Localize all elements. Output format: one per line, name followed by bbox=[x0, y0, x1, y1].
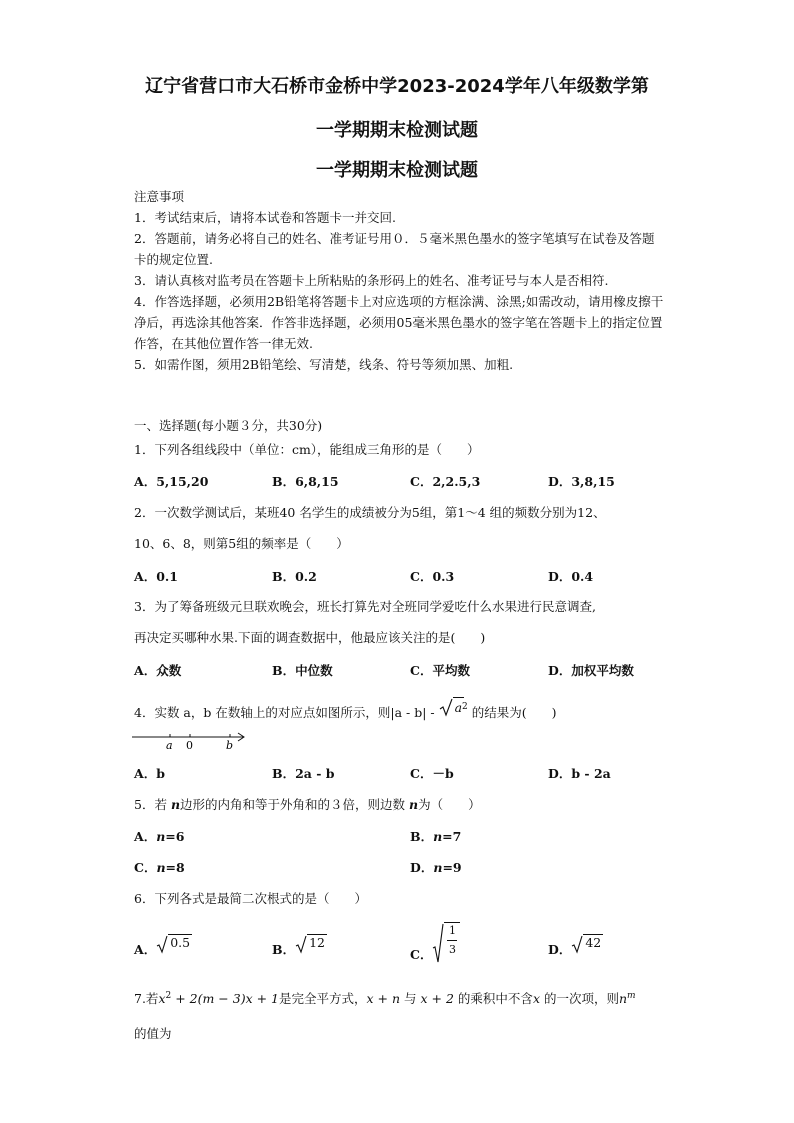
notes-item-4: 4．作答选择题，必须用2B铅笔将答题卡上对应选项的方框涂满、涂黑;如需改动，请用橡皮擦干净后，再选涂其他答案．作答非选择题，必须用05毫米黑色墨水的签字笔在答题卡上的指定位置作答，在其他位置作答一律无效. bbox=[134, 294, 664, 351]
q5-option-b-label: B． bbox=[410, 829, 434, 844]
radical-sign-icon bbox=[295, 934, 307, 954]
q6-option-c-numerator: 1 bbox=[448, 924, 456, 937]
number-line-label-a: a bbox=[166, 739, 173, 752]
q5-option-d bbox=[410, 858, 462, 876]
notes-item-3: 3．请认真核对监考员在答题卡上所粘贴的条形码上的姓名、准考证号与本人是否相符. bbox=[134, 273, 609, 288]
sqrt-42 bbox=[571, 934, 603, 954]
q1-option-b: B．6,8,15 bbox=[272, 474, 339, 489]
q5-var-n-2: n bbox=[409, 797, 419, 812]
q5-option-d-var: n bbox=[433, 860, 443, 875]
q7-x-plus-n: x + n bbox=[366, 991, 401, 1007]
q5-option-d-value: =9 bbox=[442, 860, 462, 875]
fraction-bar bbox=[447, 940, 457, 941]
q5-option-b-var: n bbox=[433, 829, 443, 844]
radical-sign-icon bbox=[439, 697, 453, 717]
radical-sign-icon bbox=[432, 922, 444, 964]
q7-x-plus-2: x + 2 bbox=[420, 991, 454, 1007]
exam-notes bbox=[134, 186, 664, 375]
q4-option-c: C．－b bbox=[410, 766, 454, 781]
number-line-diagram bbox=[130, 728, 250, 752]
page-title-line2: 一学期期末检测试题 bbox=[316, 120, 478, 141]
radical-sign-icon bbox=[571, 934, 583, 954]
section-heading: 一、选择题(每小题３分，共30分) bbox=[134, 418, 323, 433]
page-title-line1: 辽宁省营口市大石桥市金桥中学2023-2024学年八年级数学第 bbox=[145, 76, 649, 97]
notes-item-5: 5．如需作图，须用2B铅笔绘、写清楚，线条、符号等须加黑、加粗. bbox=[134, 357, 514, 372]
q5-option-b bbox=[410, 827, 461, 845]
question-1-stem: 1．下列各组线段中（单位：cm），能组成三角形的是（ ） bbox=[134, 442, 480, 457]
q6-option-a bbox=[134, 934, 192, 958]
q4-option-d: D．b - 2a bbox=[548, 766, 611, 781]
question-3-stem-line1: 3．为了筹备班级元旦联欢晚会，班长打算先对全班同学爱吃什么水果进行民意调查, bbox=[134, 599, 596, 614]
q3-option-d: D．加权平均数 bbox=[548, 663, 634, 678]
question-2-stem-line1: 2．一次数学测试后，某班40 名学生的成绩被分为5组，第1～4 组的频数分别为12、 bbox=[134, 505, 606, 520]
number-line-label-b: b bbox=[226, 739, 234, 752]
sqrt-0.5 bbox=[156, 934, 192, 954]
radical-sign-icon bbox=[156, 934, 168, 954]
notes-heading: 注意事项 bbox=[134, 189, 185, 204]
q5-option-c-var: n bbox=[156, 860, 166, 875]
q4-option-b: B．2a - b bbox=[272, 766, 335, 781]
q5-option-c-label: C． bbox=[134, 860, 157, 875]
q1-option-d: D．3,8,15 bbox=[548, 474, 615, 489]
q5-stem-post: 为（ ） bbox=[418, 797, 481, 812]
q6-option-b-label: B． bbox=[272, 942, 296, 957]
q7-part-5: 是完全平方式， bbox=[279, 991, 367, 1007]
q6-option-d bbox=[548, 934, 603, 958]
q5-option-b-value: =7 bbox=[442, 829, 462, 844]
q6-option-d-radicand: 42 bbox=[585, 935, 602, 950]
q4-option-a: A．b bbox=[134, 766, 165, 781]
q5-option-c bbox=[134, 858, 185, 876]
q5-option-c-value: =8 bbox=[165, 860, 185, 875]
q7-var-x: x bbox=[158, 991, 166, 1007]
sqrt-one-third bbox=[432, 922, 460, 964]
q7-exp-m: m bbox=[627, 991, 636, 1001]
q1-option-c: C．2,2.5,3 bbox=[410, 474, 481, 489]
sqrt-a-squared bbox=[439, 697, 468, 718]
q6-option-d-label: D． bbox=[548, 942, 572, 957]
q5-var-n: n bbox=[170, 797, 181, 812]
q2-option-b: B．0.2 bbox=[272, 569, 317, 584]
q2-option-c: C．0.3 bbox=[410, 569, 455, 584]
q7-var-x-2: x bbox=[532, 991, 540, 1007]
q6-option-c-label: C． bbox=[410, 946, 433, 962]
page-title-line3: 一学期期末检测试题 bbox=[316, 160, 478, 181]
q6-option-a-label: A． bbox=[134, 942, 157, 957]
q2-option-a: A．0.1 bbox=[134, 569, 178, 584]
q4-stem-pre: 4．实数 a，b 在数轴上的对应点如图所示，则|a - b| - bbox=[134, 705, 439, 720]
q2-option-d: D．0.4 bbox=[548, 569, 594, 584]
q3-option-c: C．平均数 bbox=[410, 663, 470, 678]
q5-stem-pre: 5．若 bbox=[134, 797, 171, 812]
question-6-stem: 6．下列各式是最简二次根式的是（ ） bbox=[134, 891, 367, 906]
q6-option-b-radicand: 12 bbox=[309, 935, 325, 950]
q5-option-a-value: =6 bbox=[165, 829, 185, 844]
q6-option-c bbox=[410, 922, 460, 964]
q5-option-a-label: A． bbox=[134, 829, 157, 844]
q4-stem-post: 的结果为( ) bbox=[467, 705, 557, 720]
q5-option-a bbox=[134, 827, 184, 845]
q4-radicand: a bbox=[453, 697, 464, 718]
q7-part-11: 的一次项，则 bbox=[540, 991, 619, 1007]
q7-exp-2: 2 bbox=[165, 991, 172, 1001]
question-7-stem-line2: 的值为 bbox=[134, 1026, 172, 1041]
number-line-label-0: 0 bbox=[186, 739, 193, 752]
q7-part-7: 与 bbox=[400, 991, 421, 1007]
q6-option-b bbox=[272, 934, 327, 958]
question-5-stem bbox=[134, 795, 664, 815]
question-7-stem-line1 bbox=[134, 986, 694, 1009]
notes-item-1: 1．考试结束后，请将本试卷和答题卡一并交回. bbox=[134, 210, 396, 225]
q6-option-a-radicand: 0.5 bbox=[170, 935, 191, 950]
q5-option-a-var: n bbox=[156, 829, 166, 844]
question-2-stem-line2: 10、6、8，则第5组的频率是（ ） bbox=[134, 536, 349, 551]
notes-item-2: 2．答题前，请务必将自己的姓名、准考证号用０．５毫米黑色墨水的签字笔填写在试卷及答题卡的规定位置. bbox=[134, 231, 655, 267]
question-3-stem-line2: 再决定买哪种水果.下面的调查数据中，他最应该关注的是( ) bbox=[134, 630, 486, 645]
q6-option-c-denominator: 3 bbox=[448, 943, 456, 956]
q3-option-a: A．众数 bbox=[134, 663, 182, 678]
question-4-stem bbox=[134, 697, 664, 723]
q1-option-a: A．5,15,20 bbox=[134, 474, 209, 489]
q5-option-d-label: D． bbox=[410, 860, 434, 875]
q6-option-c-fraction bbox=[444, 922, 460, 957]
q3-option-b: B．中位数 bbox=[272, 663, 333, 678]
q4-exponent: 2 bbox=[462, 702, 468, 712]
q7-var-n: n bbox=[618, 991, 628, 1007]
q7-part-9: 的乘积中不含 bbox=[453, 991, 533, 1007]
q7-expression: + 2(m − 3)x + 1 bbox=[171, 991, 280, 1007]
q7-part-1: 7.若 bbox=[134, 991, 159, 1007]
q5-stem-mid: 边形的内角和等于外角和的３倍，则边数 bbox=[180, 797, 410, 812]
sqrt-12 bbox=[295, 934, 327, 954]
